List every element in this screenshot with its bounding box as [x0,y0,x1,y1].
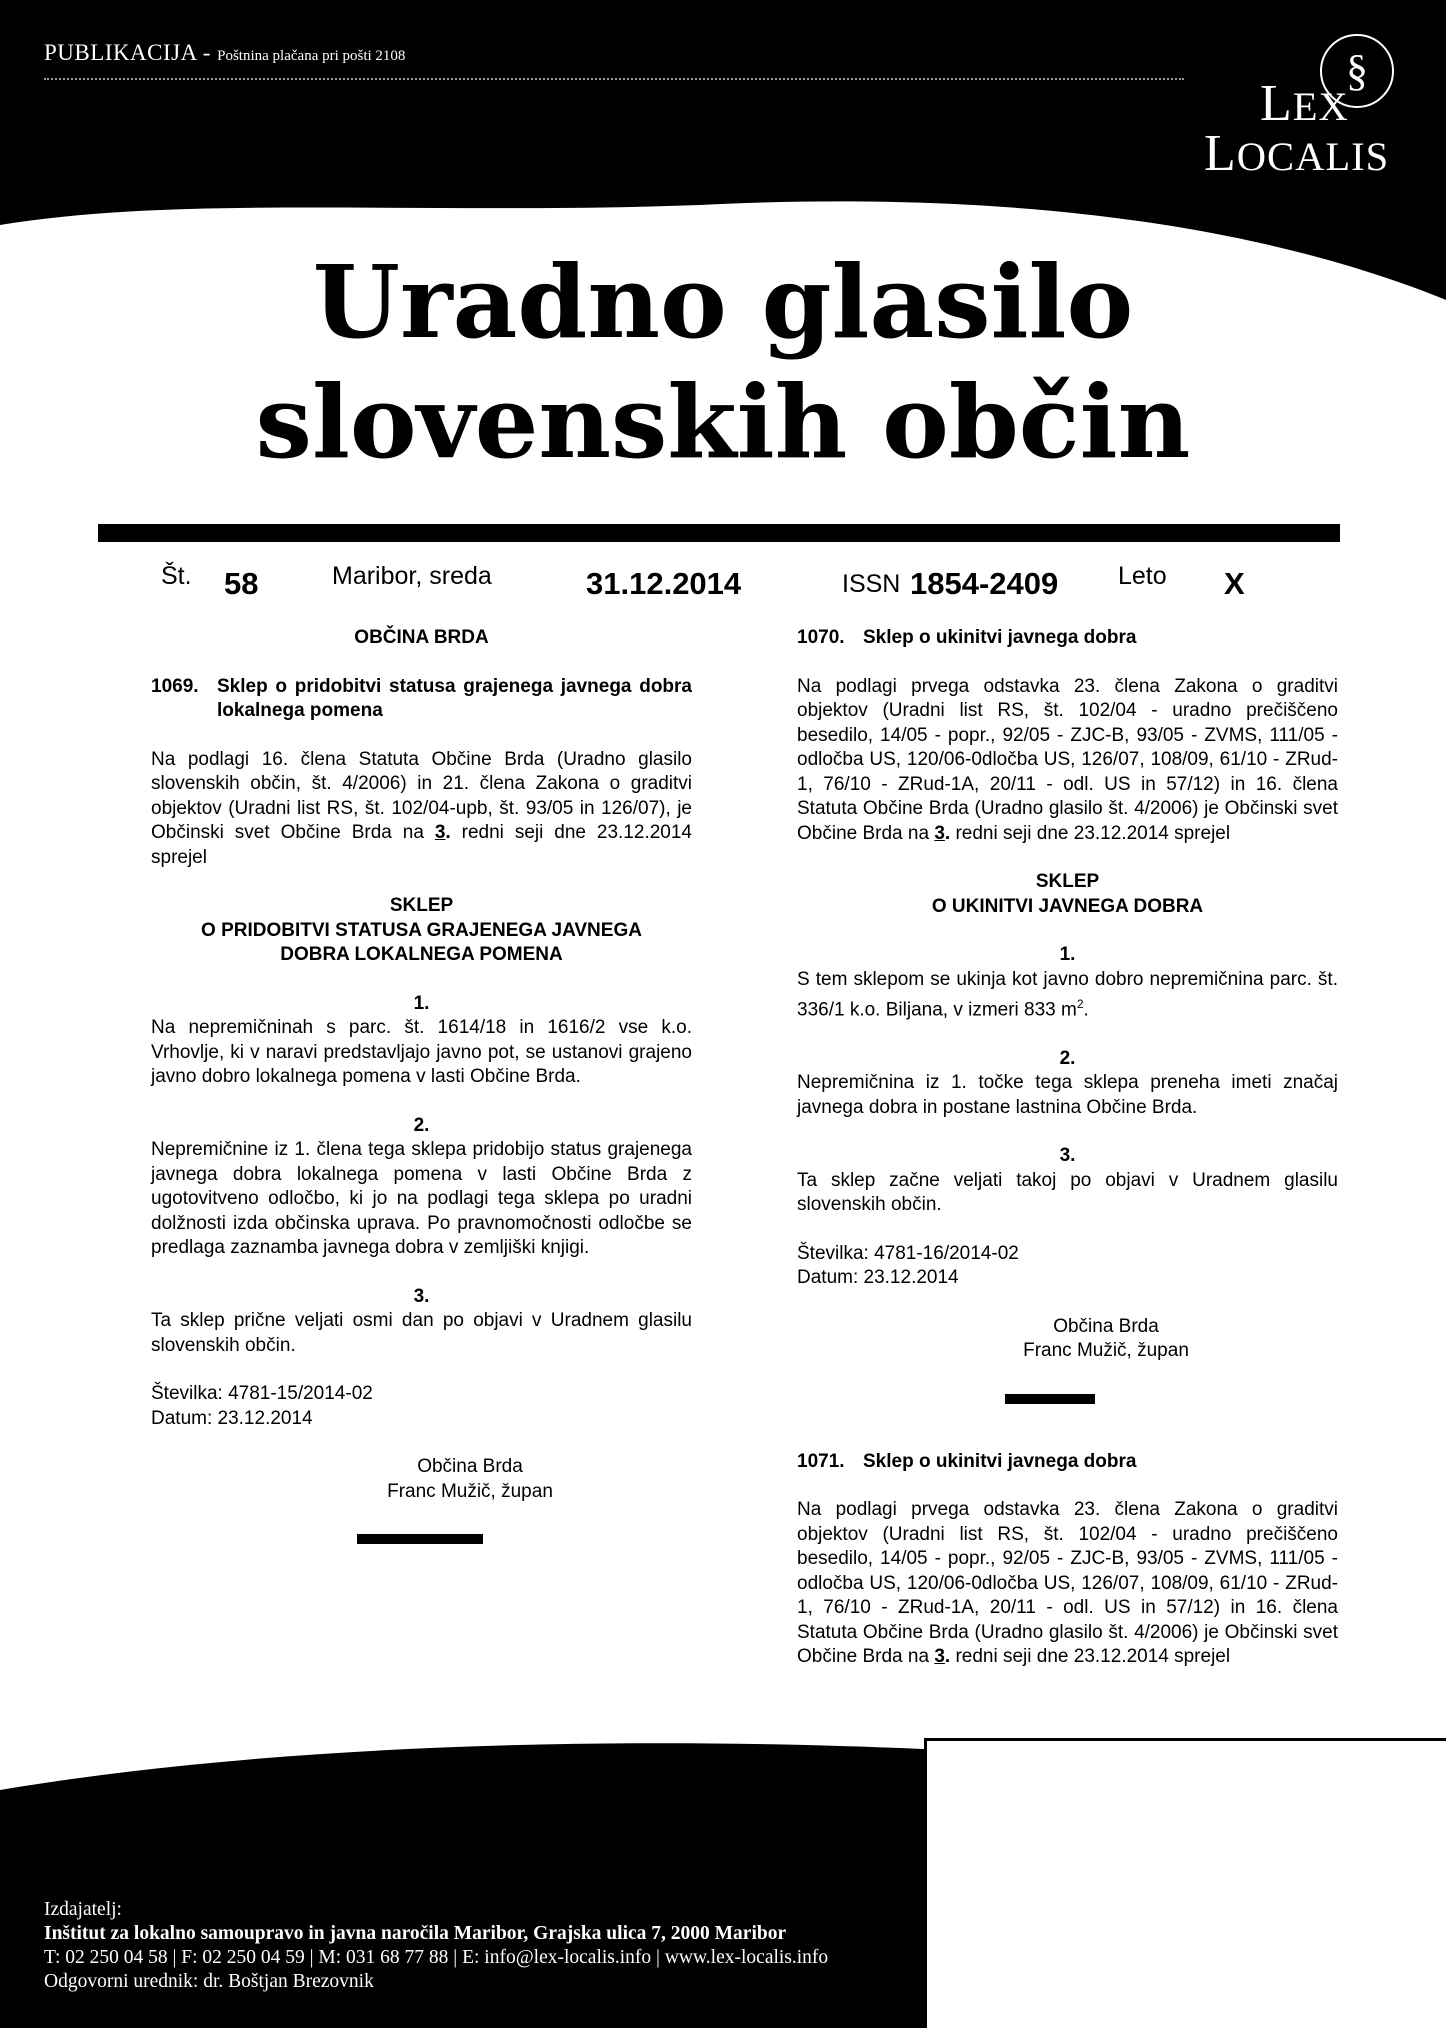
act-1070-decision-title: SKLEP [1035,871,1100,892]
responsible-editor: Odgovorni urednik: dr. Boštjan Brezovnik [44,1971,374,1992]
publisher-name: Inštitut za lokalno samoupravo in javna naročila Maribor, Grajska ulica 7, 2000 Maribor [44,1923,787,1944]
act-1071-heading [797,1450,1338,1475]
publisher-label: Izdajatelj: [44,1899,122,1920]
act-1069-decision-subtitle-2: DOBRA LOKALNEGA POMENA [280,944,563,965]
municipality-heading: OBČINA BRDA [354,627,489,648]
article-text: Ta sklep začne veljati takoj po objavi v Uradnem glasilu slovenskih občin. [797,1169,1338,1216]
issn-number: 1854-2409 [910,566,1059,601]
reference-number: Številka: 4781-15/2014-02 [151,1383,373,1404]
act-1070-decision-subtitle: O UKINITVI JAVNEGA DOBRA [931,895,1204,917]
act-1070-preamble: Na podlagi prvega odstavka 23. člena Zakona o graditvi objektov (Uradni list RS, št. 102/04 - uradno prečiščeno besedilo, 14/05 - popr., 92/05 - ZJC-B, 93/05 - ZVMS, 111/05 - odločba US, 120/06-0dločba US, 126/07, 108/09, 61/10 - ZRud-1, 76/10 - ZRud-1A, 20/11 - odl. US in 57/12) in 16. člena Statuta Občine Brda (Uradno glasilo št. 4/2006) je Občinski svet Občine Brda na 3. redni seji dne 23.12.2014 sprejel [797,675,1338,844]
article-number: 2. [413,1114,430,1136]
act-1070-title: Sklep o ukinitvi javnega dobra [863,627,1137,648]
act-1069-decision-title: SKLEP [389,895,454,916]
publisher-contacts: T: 02 250 04 58 | F: 02 250 04 59 | M: 031 68 77 88 | E: info@lex-localis.info | www.lex-localis.info [44,1947,829,1968]
article-text: S tem sklepom se ukinja kot javno dobro nepremičnina parc. št. 336/1 k.o. Biljana, v izmeri 833 $m^2$. [797,968,1338,1021]
article-number: 2. [1059,1047,1076,1069]
title-line-2: slovenskih občin [255,363,1191,481]
publisher-info [44,1898,828,1994]
signatory-org: Občina Brda [417,1456,523,1477]
issue-number: 58 [224,566,259,601]
continuation-box [924,1738,1446,2028]
issue-place-day: Maribor, sreda [332,562,492,590]
act-1071-title: Sklep o ukinitvi javnega dobra [863,1450,1137,1472]
end-of-act-rule [1005,1394,1095,1404]
act-1069-preamble: Na podlagi 16. člena Statuta Občine Brda (Uradno glasilo slovenskih občin, št. 4/2006) in 21. člena Zakona o graditvi objektov (Uradni list RS, št. 102/04-upb, št. 93/05 in 126/07), je Občinski svet Občine Brda na 3. redni seji dne 23.12.2014 sprejel [151,748,692,868]
act-1069-decision-subtitle-1: O PRIDOBITVI STATUSA GRAJENEGA JAVNEGA [201,919,642,941]
act-1069-number: 1069. [151,675,199,697]
gazette-title [0,242,1446,482]
signatory-org: Občina Brda [1053,1315,1159,1337]
logo-localis-word: LOCALIS [1204,125,1390,182]
postage-note: Poštnina plačana pri pošti 2108 [217,48,406,64]
paragraph-symbol-icon: § [1320,34,1394,108]
issue-date: 31.12.2014 [586,566,742,601]
article-text: Ta sklep prične veljati osmi dan po objavi v Uradnem glasilu slovenskih občin. [151,1310,692,1356]
year-label: Leto [1118,562,1167,590]
signatory-name: Franc Mužič, župan [1023,1340,1189,1362]
article-text: Nepremičnine iz 1. člena tega sklepa pridobijo status grajenega javnega dobra lokalnega pomena v lasti Občine Brda z ugotovitveno odločbo, ki jo na podlagi tega sklepa po uradni dolžnosti izda občinska uprava. Po pravnomočnosti odločbe se predlaga zaznamba javnega dobra v zemljiški knjigi. [151,1139,692,1258]
act-date: Datum: 23.12.2014 [797,1267,959,1289]
article-text: Nepremičnina iz 1. točke tega sklepa preneha imeti značaj javnega dobra in postane lastnina Občine Brda. [797,1072,1338,1118]
title-rule [98,524,1340,542]
article-number: 1. [1059,944,1076,965]
issue-number-label: Št. [161,562,192,590]
publication-line [44,40,405,66]
act-1071-preamble: Na podlagi prvega odstavka 23. člena Zakona o graditvi objektov (Uradni list RS, št. 102/04 - uradno prečiščeno besedilo, 14/05 - popr., 92/05 - ZJC-B, 93/05 - ZVMS, 111/05 - odločba US, 120/06-0dločba US, 126/07, 108/09, 61/10 - ZRud-1, 76/10 - ZRud-1A, 20/11 - odl. US in 57/12) in 16. člena Statuta Občine Brda (Uradno glasilo št. 4/2006) je Občinski svet Občine Brda na 3. redni seji dne 23.12.2014 sprejel [797,1499,1338,1668]
dotted-rule [44,78,1184,80]
publication-label: PUBLIKACIJA - [44,40,211,65]
left-column [151,626,692,1544]
act-1069-title: Sklep o pridobitvi statusa grajenega javnega dobra lokalnega pomena [217,675,692,721]
lex-localis-logo [1190,20,1430,190]
act-1070-number: 1070. [797,627,845,648]
reference-number: Številka: 4781-16/2014-02 [797,1242,1019,1264]
act-1071-number: 1071. [797,1450,845,1472]
article-number: 3. [413,1285,430,1307]
year-value: X [1224,566,1245,601]
title-line-1: Uradno glasilo [312,243,1134,361]
logo-lex-word: LEX [1260,75,1349,132]
act-1069-heading [151,675,692,724]
article-number: 1. [413,992,430,1014]
article-text: Na nepremičninah s parc. št. 1614/18 in 1616/2 vse k.o. Vrhovlje, ki v naravi predstavljajo javno pot, se ustanovi grajeno javno dobro lokalnega pomena v lasti Občine Brda. [151,1017,692,1087]
act-date: Datum: 23.12.2014 [151,1407,313,1429]
issn-label: ISSN [842,570,901,598]
end-of-act-rule [357,1534,483,1544]
act-1070-heading [797,626,1338,651]
signatory-name: Franc Mužič, župan [387,1480,553,1502]
right-column [797,626,1338,1670]
article-number: 3. [1059,1145,1076,1167]
